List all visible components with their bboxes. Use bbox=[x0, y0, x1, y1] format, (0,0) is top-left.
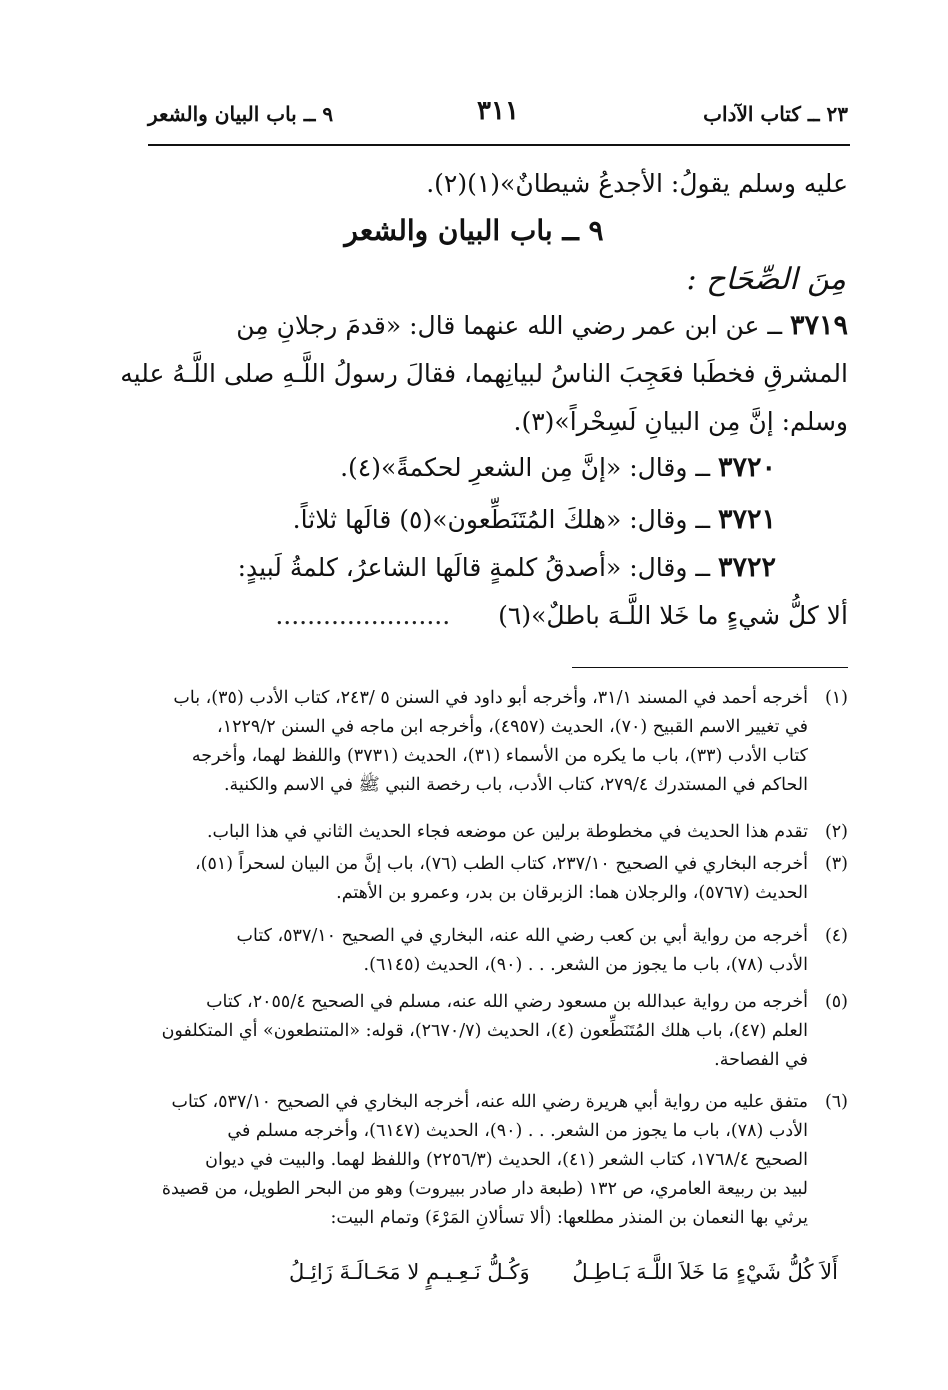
verse-first-hemistich: أَلاَ كُلُّ شَيْءٍ مَا خَلاَ اللَّـهَ بَـاطِـلُ bbox=[572, 1260, 838, 1284]
verse-dots: ...................... bbox=[275, 601, 451, 630]
footnote-line bbox=[100, 684, 848, 713]
footnote-line: الحاكم في المستدرك ٢٧٩/٤، كتاب الأدب، باب رخصة النبي ﷺ في الاسم والكنية. bbox=[223, 775, 808, 795]
running-head-book: ٢٣ ــ كتاب الآداب bbox=[703, 102, 848, 126]
hadith-3722-line bbox=[148, 544, 848, 592]
footnote-text: أخرجه أحمد في المسند ٣١/١، وأخرجه أبو داود في السنن ٥ /٢٤٣، كتاب الأدب (٣٥)، باب bbox=[173, 688, 808, 708]
footnote-line: الصحيح ١٧٦٨/٤، كتاب الشعر (٤١)، الحديث (٢٢٥٦/٣) واللفظ لهما. والبيت في ديوان bbox=[205, 1150, 808, 1170]
footnote-text: متفق عليه من رواية أبي هريرة رضي الله عنه، أخرجه البخاري في الصحيح ٥٣٧/١٠، كتاب bbox=[171, 1092, 808, 1112]
footnote-line: الأدب (٧٨)، باب ما يجوز من الشعر. . . (٩٠)، الحديث (٦١٤٧)، وأخرجه مسلم في bbox=[227, 1121, 808, 1141]
footnote-line bbox=[100, 988, 848, 1017]
footnote-4 bbox=[100, 922, 848, 980]
header-rule bbox=[148, 144, 850, 146]
footnote-rule bbox=[572, 667, 848, 668]
footnote-text: تقدم هذا الحديث في مخطوطة برلين عن موضعه فجاء الحديث الثاني في هذا الباب. bbox=[206, 822, 808, 842]
footnote-2 bbox=[100, 818, 848, 847]
footnote-text: أخرجه من رواية أبي بن كعب رضي الله عنه، البخاري في الصحيح ٥٣٧/١٠، كتاب bbox=[236, 926, 808, 946]
footnote-line: لبيد بن ربيعة العامري، ص ١٣٢ (طبعة دار صادر ببيروت) وهو من البحر الطويل، من قصيدة bbox=[161, 1179, 808, 1199]
hadith-3719-line2: المشرقِ فخطَبا فعَجِبَ الناسُ لبيانِهما، فقالَ رسولُ اللَّـهِ صلى اللَّـهُ عليه bbox=[120, 359, 848, 388]
hadith-text: ــ وقال: «هلكَ المُتَنَطِّعون»(٥) قالَها ثلاثاً. bbox=[292, 505, 711, 534]
hadith-3721 bbox=[148, 496, 848, 544]
footnote-line bbox=[100, 818, 848, 847]
footnote-line: الحديث (٥٧٦٧)، والرجلان هما: الزبرقان بن بدر، وعمرو بن الأهتم. bbox=[336, 883, 808, 903]
chapter-title: ٩ ــ باب البيان والشعر bbox=[344, 214, 604, 247]
page-header bbox=[148, 96, 848, 136]
hadith-3722 bbox=[148, 544, 848, 640]
hadith-3720 bbox=[148, 444, 848, 492]
hadith-3719 bbox=[120, 302, 848, 446]
hadith-text: ــ عن ابن عمر رضي الله عنهما قال: «قدمَ رجلانِ مِن bbox=[236, 311, 783, 340]
footnote-number: (٦) bbox=[824, 1092, 848, 1112]
footnote-verse bbox=[118, 1260, 838, 1284]
hadith-text: ــ وقال: «إنَّ مِن الشعرِ لحكمةً»(٤). bbox=[340, 453, 711, 482]
verse-second-hemistich: وَكُـلُّ نَـعِـيـمٍ لا مَحَـالَـةَ زَائِـلُ bbox=[288, 1260, 530, 1284]
footnote-number: (٣) bbox=[824, 854, 848, 874]
footnote-text: أخرجه من رواية عبدالله بن مسعود رضي الله عنه، مسلم في الصحيح ٢٠٥٥/٤، كتاب bbox=[206, 992, 808, 1012]
footnote-number: (٤) bbox=[824, 926, 848, 946]
footnote-3 bbox=[100, 850, 848, 908]
footnote-number: (٢) bbox=[824, 822, 848, 842]
footnote-line bbox=[100, 922, 848, 951]
intro-line bbox=[148, 160, 848, 208]
footnote-number: (٥) bbox=[824, 992, 848, 1012]
verse-hemistich: ألا كلُّ شيءٍ ما خَلا اللَّـهَ باطلٌ»(٦) bbox=[498, 601, 848, 630]
footnote-line: في الفصاحة. bbox=[714, 1050, 808, 1070]
intro-text: عليه وسلم يقولُ: الأجدعُ شيطانٌ»(١)(٢). bbox=[426, 169, 848, 198]
hadith-3720-line bbox=[148, 444, 848, 492]
running-head-chapter: ٩ ــ باب البيان والشعر bbox=[148, 102, 334, 126]
footnote-1 bbox=[100, 684, 848, 800]
hadith-3719-line3: وسلم: إنَّ مِن البيانِ لَسِحْراً»(٣). bbox=[513, 407, 848, 436]
footnote-6 bbox=[100, 1088, 848, 1233]
footnote-line bbox=[100, 850, 848, 879]
footnote-line: يرثي بها النعمان بن المنذر مطلعها: (ألا تسألانِ المَرْءَ) وتمام البيت: bbox=[330, 1208, 808, 1228]
hadith-3719-line1 bbox=[148, 302, 848, 350]
footnote-line bbox=[100, 1088, 848, 1117]
hadith-text: ــ وقال: «أصدقُ كلمةٍ قالَها الشاعرُ، كلمةُ لَبيدٍ: bbox=[237, 553, 711, 582]
page-number: ٣١١ bbox=[477, 96, 519, 126]
hadith-number: ٣٧٢١ bbox=[717, 504, 776, 535]
footnote-text: أخرجه البخاري في الصحيح ٢٣٧/١٠، كتاب الطب (٧٦)، باب إنَّ من البيان لسحراً (٥١)، bbox=[194, 854, 808, 874]
hadith-3721-line bbox=[148, 496, 848, 544]
hadith-number: ٣٧٢٢ bbox=[717, 552, 776, 583]
section-mark: مِنَ الصِّحَاح : bbox=[686, 262, 846, 297]
hadith-number: ٣٧١٩ bbox=[789, 310, 848, 341]
footnote-number: (١) bbox=[824, 688, 848, 708]
footnote-line: العلم (٤٧)، باب هلك المُتَنَطِّعون (٤)، الحديث (٢٦٧٠/٧)، قوله: «المتنطعون» أي المتكلفون bbox=[161, 1021, 808, 1041]
footnote-line: كتاب الأدب (٣٣)، باب ما يكره من الأسماء (٣١)، الحديث (٣٧٣١) واللفظ لهما، وأخرجه bbox=[191, 746, 808, 766]
footnote-line: الأدب (٧٨)، باب ما يجوز من الشعر. . . (٩٠)، الحديث (٦١٤٥). bbox=[363, 955, 808, 975]
hadith-number: ٣٧٢٠ bbox=[717, 452, 776, 483]
hadith-3722-verse-line bbox=[148, 592, 848, 640]
footnote-5 bbox=[100, 988, 848, 1075]
footnote-line: في تغيير الاسم القبيح (٧٠)، الحديث (٤٩٥٧)، وأخرجه ابن ماجه في السنن ١٢٢٩/٢، bbox=[217, 717, 808, 737]
